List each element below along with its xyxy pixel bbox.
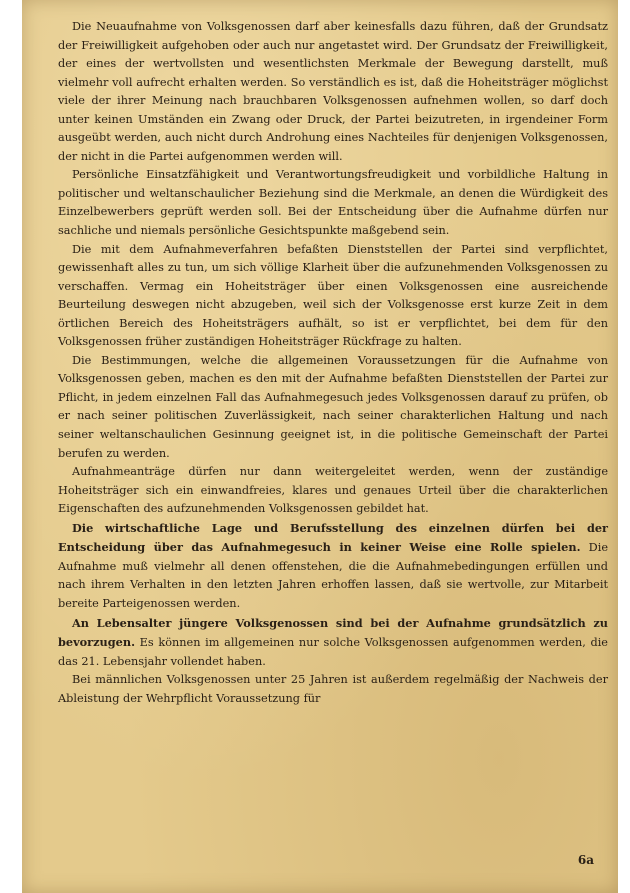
paragraph: Die Bestimmungen, welche die allgemeinen Voraussetzungen für die Aufnahme von Volksgenossen geben, machen es den mit der Aufnahme befaßten Dienststellen der Partei zur Pflicht, in jedem einzelnen Fall das Aufnahmegesuch jedes Volksgenossen darauf zu prüfen, ob er nach seiner politischen Zuverlässigkeit, nach seiner charakterlichen Haltung und nach seiner weltanschaulichen Gesinnung geeignet ist, in die politische Gemeinschaft der Partei berufen zu werden. xyxy=(58,353,608,460)
paragraph: Die Neuaufnahme von Volksgenossen darf aber keinesfalls dazu führen, daß der Grundsatz der Freiwilligkeit aufgehoben oder auch nur angetastet wird. Der Grundsatz der Freiwilligkeit, der eines der wertvollsten und wesentlichsten Merkmale der Bewegung darstellt, muß vielmehr voll aufrecht erhalten werden. So verständlich es ist, daß die Hoheitsträger möglichst viele der ihrer Meinung nach brauchbaren Volksgenossen aufnehmen wollen, so darf doch unter keinen Umständen ein Zwang oder Druck, der Partei beizutreten, in irgendeiner Form ausgeübt werden, auch nicht durch Androhung eines Nachteiles für denjenigen Volksgenossen, der nicht in die Partei aufgenommen werden will. xyxy=(58,20,608,163)
book-page xyxy=(22,0,618,893)
bold-lead-text: An Lebensalter jüngere Volksgenossen sind bei der Aufnahme grundsätzlich zu bevorzugen. xyxy=(58,615,608,650)
paragraph-text: Die Aufnahme muß vielmehr all denen offenstehen, die die Aufnahmebedingungen erfüllen und nach ihrem Verhalten in den letzten Jahren erhoffen lassen, daß sie wertvolle, zur Mitarbeit bereite Parteigenossen werden. xyxy=(58,541,609,610)
paragraph xyxy=(58,519,608,614)
paragraph: Aufnahmeanträge dürfen nur dann weitergeleitet werden, wenn der zuständige Hoheitsträger sich ein einwandfreies, klares und genaues Urteil über die charakterlichen Eigenschaften des aufzunehmenden Volksgenossen gebildet hat. xyxy=(58,465,608,516)
bold-lead-text: Die wirtschaftliche Lage und Berufsstellung des einzelnen dürfen bei der Entscheidung über das Aufnahmegesuch in keiner Weise eine Rolle spielen. xyxy=(58,520,608,555)
paragraph-text: Es können im allgemeinen nur solche Volksgenossen aufgenommen werden, die das 21. Lebensjahr vollendet haben. xyxy=(58,636,608,668)
paragraph: Bei männlichen Volksgenossen unter 25 Jahren ist außerdem regelmäßig der Nachweis der Ableistung der Wehrpflicht Voraussetzung für xyxy=(58,673,608,705)
paragraph: Persönliche Einsatzfähigkeit und Verantwortungsfreudigkeit und vorbildliche Haltung in politischer und weltanschaulicher Beziehung sind die Merkmale, an denen die Würdigkeit des Einzelbewerbers geprüft werden soll. Bei der Entscheidung über die Aufnahme dürfen nur sachliche und niemals persönliche Gesichtspunkte maßgebend sein. xyxy=(58,168,608,238)
paragraph: Die mit dem Aufnahmeverfahren befaßten Dienststellen der Partei sind verpflichtet, gewissenhaft alles zu tun, um sich völlige Klarheit über die aufzunehmenden Volksgenossen zu verschaffen. Vermag ein Hoheitsträger über einen Volksgenossen eine ausreichende Beurteilung deswegen nicht abzugeben, weil sich der Volksgenosse erst kurze Zeit in dem örtlichen Bereich des Hoheitsträgers aufhält, so ist er verpflichtet, bei dem für den Volksgenossen früher zuständigen Hoheitsträger Rückfrage zu halten. xyxy=(58,242,608,349)
paragraph xyxy=(58,614,608,672)
body-text xyxy=(58,18,608,708)
page-number: 6a xyxy=(577,853,594,867)
